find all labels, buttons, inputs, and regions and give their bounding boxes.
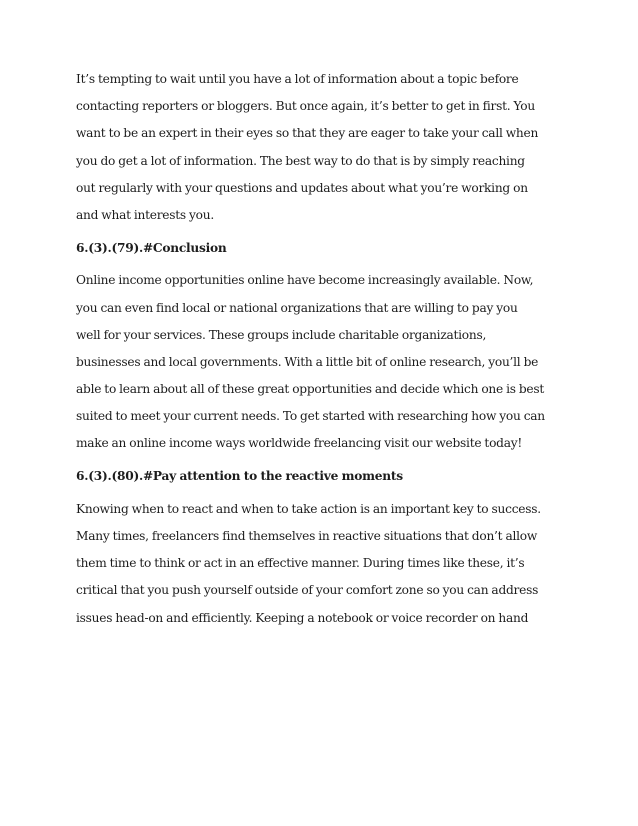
- text-line: It’s tempting to wait until you have a lot of information about a topic before: [76, 72, 519, 86]
- text-line: suited to meet your current needs. To get started with researching how you can: [76, 409, 545, 424]
- text-line: them time to think or act in an effective manner. During times like these, it’s: [76, 556, 525, 571]
- text-line: well for your services. These groups include charitable organizations,: [76, 327, 487, 342]
- text-line: and what interests you.: [76, 207, 214, 222]
- document-body: [76, 66, 576, 632]
- text-line: want to be an expert in their eyes so that they are eager to take your call when: [76, 126, 539, 141]
- paragraph: [76, 66, 576, 229]
- text-line: critical that you push yourself outside of your comfort zone so you can address: [76, 583, 539, 598]
- text-line: out regularly with your questions and updates about what you’re working on: [76, 180, 528, 195]
- paragraph: [76, 496, 576, 632]
- section-heading-reactive-moments: 6.(3).(80).#Pay attention to the reactive moments: [76, 469, 403, 484]
- text-line: able to learn about all of these great opportunities and decide which one is best: [76, 382, 545, 397]
- text-line: make an online income ways worldwide freelancing visit our website today!: [76, 436, 523, 451]
- text-line: businesses and local governments. With a little bit of online research, you’ll be: [76, 354, 539, 369]
- text-line: contacting reporters or bloggers. But once again, it’s better to get in first. You: [76, 99, 535, 114]
- text-line: Knowing when to react and when to take action is an important key to success.: [76, 501, 541, 516]
- text-line: you can even find local or national organizations that are willing to pay you: [76, 300, 518, 315]
- text-line: issues head-on and efficiently. Keeping a notebook or voice recorder on hand: [76, 610, 529, 625]
- text-line: you do get a lot of information. The best way to do that is by simply reaching: [76, 153, 525, 168]
- text-line: Online income opportunities online have become increasingly available. Now,: [76, 273, 534, 288]
- section-heading-conclusion: 6.(3).(79).#Conclusion: [76, 240, 227, 255]
- text-line: Many times, freelancers find themselves in reactive situations that don’t allow: [76, 529, 538, 543]
- paragraph: [76, 267, 576, 457]
